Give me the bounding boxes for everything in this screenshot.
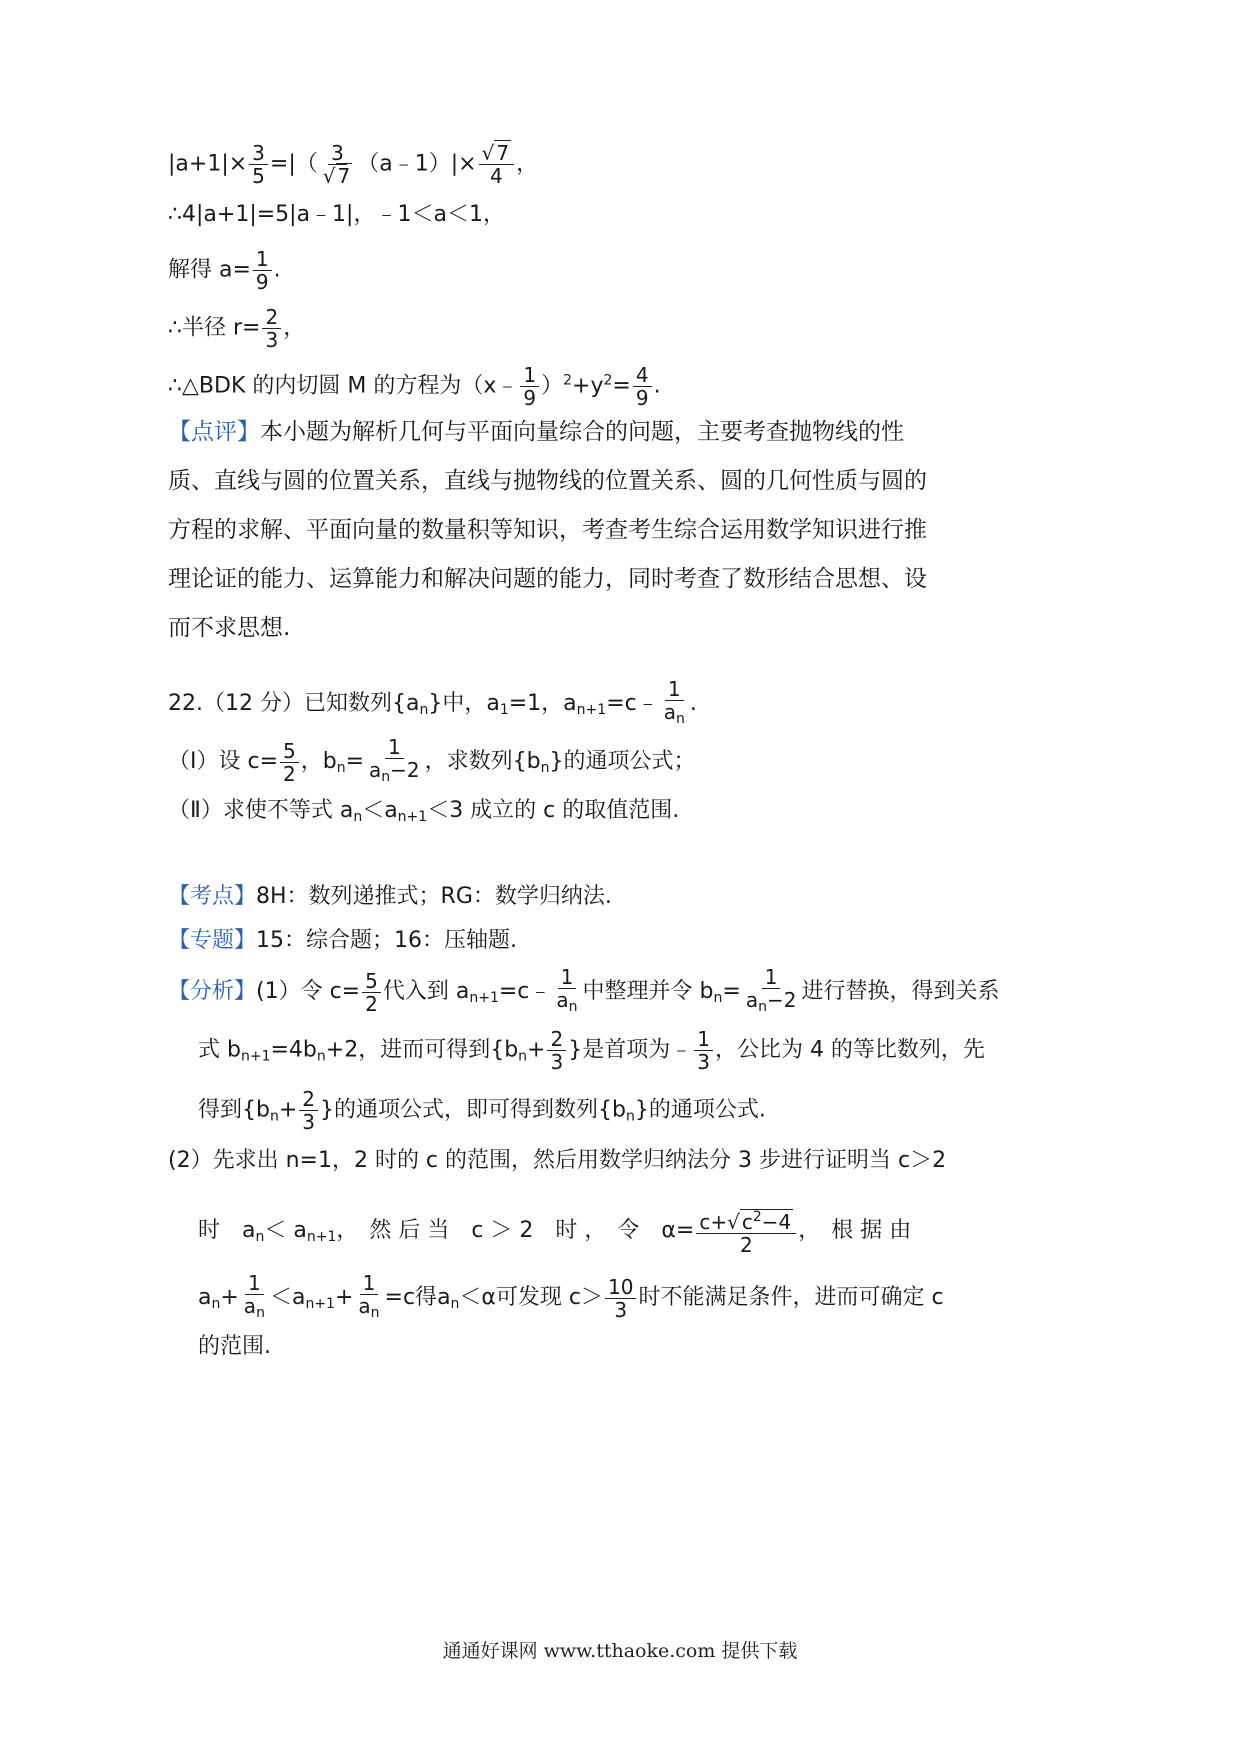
text-span: ，公比为 4 的等比数列，先 [714,1037,985,1063]
text-span: a [369,758,382,782]
text-span: 1 [558,966,577,989]
text-span: 3 [328,142,347,165]
text-span: 式 b [198,1037,241,1063]
text-span: =4b [270,1037,317,1063]
text-span: n+1 [305,1296,335,1312]
text-span: c+ [699,1210,728,1234]
text-span: 2 [563,372,573,389]
solution-line-5 [168,364,661,409]
text-span: 22.（12 分）已知数列{a [168,691,420,716]
fraction [553,966,580,1018]
question-22-part-2 [168,796,679,832]
fraction [520,364,539,409]
text-span: 2 [283,761,296,786]
analysis-line-1 [168,966,999,1018]
fraction [661,678,688,730]
analysis-line-4 [168,1146,946,1176]
text-span: n [450,1296,460,1312]
fraction [547,1028,566,1073]
text-span: 1 [385,736,404,759]
text-span: = [345,749,365,774]
text-span: 3 [550,1050,564,1074]
text-span: 2 [262,306,281,329]
text-span: 4 [489,164,503,188]
text-span: 解得 a= [168,257,251,283]
text-span: ，b [300,749,337,774]
text-span: ） [541,373,564,399]
comment-tag: 【点评】 [168,419,260,445]
analysis-line-6 [198,1272,944,1324]
text-span: n [625,1108,635,1125]
text-span: ＜ [269,1285,292,1310]
text-span: n [269,1108,279,1125]
text-span: n [518,1048,528,1065]
text-span: + [278,1097,298,1123]
text-span: 5 [252,164,265,188]
text-span: 2 [299,1088,318,1111]
text-span: 7 [337,164,351,188]
text-span: 3 [614,1297,628,1322]
text-span: n [255,1229,265,1245]
text-span: 3 [249,142,268,165]
text-span: n+1 [240,1048,271,1065]
solution-line-4 [168,306,305,351]
text-span: (1）令 c= [256,979,361,1004]
kaodian-line [168,882,612,912]
text-span: =c﹣ [606,691,659,716]
question-22-part-1 [168,736,696,788]
analysis-line-7 [198,1332,271,1362]
text-span: −2 [390,758,420,782]
text-span: |a+1|× [168,151,248,177]
text-span: ， [283,315,306,341]
text-span: n [316,1048,326,1065]
text-span: 5 [280,740,299,763]
zhuanti-line [168,926,517,956]
fraction [633,364,652,409]
text-span: 代入到 a [382,979,470,1004]
fraction: $\frac{c+√ c^2-4}{2}$ [696,1206,796,1256]
fraction [743,966,800,1018]
text-span: 1 [499,702,509,718]
text-span: n+1 [469,990,499,1006]
text-span: }中，a [428,691,500,716]
text-span: 得到{ [198,1097,256,1123]
text-span: 1 [665,678,684,701]
text-span: n [336,760,346,776]
text-span: (2）先求出 n=1，2 时的 c 的范围，然后用数学归纳法分 3 步进行证明当 c＞2 [168,1148,947,1173]
text-span: =|（ [269,151,318,177]
analysis-line-3 [198,1088,766,1133]
analysis-line-5 [198,1206,942,1256]
text-span: }的通项公式； [549,749,696,774]
text-span: n [419,702,429,718]
question-22-heading [168,678,697,730]
text-span: ∴△BDK 的内切圆 M 的方程为（x﹣ [168,373,519,399]
text-span: a [556,988,569,1012]
text-span: n [758,999,767,1015]
fraction [253,248,272,293]
text-span: n [540,760,550,776]
comment-paragraph [168,408,944,653]
text-span: a [437,1285,451,1310]
text-span: 9 [255,270,269,294]
fraction [605,1276,636,1321]
text-span: （Ⅰ）设 c= [168,749,279,774]
text-span: 2 [739,1233,753,1257]
text-span: 1 [253,248,272,271]
fraction [262,306,281,351]
text-span: 1 [520,364,539,387]
text-span: =c﹣ [498,979,552,1004]
text-span: 2 [547,1028,566,1051]
text-span: ， [516,151,539,177]
text-span: n [675,711,685,727]
text-span: b [504,1037,519,1063]
text-span: = [612,373,631,399]
text-span: = [722,979,741,1004]
comment-text: 本小题为解析几何与平面向量综合的问题，主要考查抛物线的性质、直线与圆的位置关系，直线与抛物线的位置关系、圆的几何性质与圆的方程的求解、平面向量的数量积等知识，考查考生综合运用数学知识进行推理论证的能力、运算能力和解决问题的能力，同时考查了数形结合思想、设而不求思想. [168,419,927,641]
text-span: 9 [635,386,649,410]
fraction [280,740,299,785]
fraction [362,970,381,1015]
text-span: a [663,700,676,724]
text-span: 2 [365,991,378,1016]
text-span: ， 然 后 当 c ＞ 2 时 ， 令 α= [336,1218,695,1243]
text-span: 3 [697,1050,710,1074]
text-span: n [568,999,578,1015]
text-span: 3 [265,328,279,352]
text-span: ， 根 据 由 [798,1218,912,1243]
text-span: ＜ a [264,1218,307,1243]
text-span: a [291,1285,306,1310]
text-span: n [370,1305,380,1321]
page-footer: 通通好课网 www.tthaoke.com 提供下载 [442,1640,798,1662]
fraction [366,736,423,788]
text-span: c [741,1210,753,1234]
text-span: + [527,1037,546,1063]
text-span: 10 [605,1276,636,1299]
text-span: a [198,1285,212,1310]
text-span: 【专题】 [168,928,257,953]
text-span: （a﹣1）|× [357,151,477,177]
text-span: ，求数列{b [424,749,541,774]
text-span: +y [572,373,604,399]
text-span: =c得 [384,1285,438,1310]
text-span: −4 [761,1210,792,1234]
text-span: n [353,809,363,825]
text-span: 4 [633,364,652,387]
text-span: 【考点】 [168,884,257,909]
fraction [355,1272,382,1324]
solution-line-1 [168,142,538,187]
text-span: + [334,1285,354,1310]
text-span: 8H：数列递推式；RG：数学归纳法. [256,884,612,909]
text-span: }是首项为﹣ [568,1037,693,1063]
text-span: . [273,257,281,283]
text-span: 5 [362,970,381,993]
solution-line-3 [168,248,281,293]
fraction [299,1088,318,1133]
text-span: }的通项公式. [634,1097,766,1123]
text-span: n [256,1305,265,1321]
text-span: ＜a [362,798,398,823]
text-span: 1 [245,1272,264,1295]
text-span: n [713,990,723,1006]
text-span: ＜α可发现 c＞ [459,1285,604,1310]
fraction [241,1272,268,1324]
text-span: . [653,373,661,399]
text-span: . [689,691,697,716]
text-span: 1 [360,1272,379,1295]
fraction [694,1028,713,1073]
text-span: n [381,769,391,785]
text-span: 时不能满足条件，进而可确定 c [638,1285,944,1310]
text-span: 【分析】 [168,979,257,1004]
text-span: ∴半径 r= [168,315,261,341]
text-span: 时 a [198,1218,256,1243]
text-span: 7 [496,141,510,165]
text-span: 的范围. [198,1334,271,1359]
text-span: n+1 [306,1229,337,1245]
text-span: + [220,1285,239,1310]
text-span: a [358,1294,371,1318]
analysis-line-2 [198,1028,985,1073]
text-span: a [745,988,759,1012]
solution-line-2 [168,200,505,230]
text-span: 2 [603,372,613,389]
text-span: 1 [762,966,781,989]
text-span: n [211,1296,221,1312]
text-span: }的通项公式，即可得到数列{b [320,1097,626,1123]
text-span: 1 [694,1028,713,1051]
text-span: ∴4|a+1|=5|a﹣1|，﹣1＜a＜1， [168,202,505,227]
fraction: $\frac{3}{√ 7}$ [322,141,351,188]
text-span: =1，a [508,691,577,716]
text-span: b [256,1097,270,1123]
text-span: n+1 [397,809,428,825]
fraction [249,142,268,187]
text-span: 中整理并令 b [582,979,714,1004]
text-span: 15：综合题；16：压轴题. [256,928,517,953]
text-span: −2 [766,988,797,1012]
text-span: 3 [302,1110,316,1134]
text-span: 2 [752,1209,762,1225]
text-span: （Ⅱ）求使不等式 a [168,798,354,823]
text-span: ＜3 成立的 c 的取值范围. [427,798,680,823]
text-span: 9 [523,386,537,410]
text-span: n+1 [576,702,607,718]
text-span: 进行替换，得到关系 [801,979,1000,1004]
text-span: +2，进而可得到{ [325,1037,505,1063]
fraction: $\frac{√ 7}{4}$ [479,142,514,187]
text-span: a [243,1294,257,1318]
